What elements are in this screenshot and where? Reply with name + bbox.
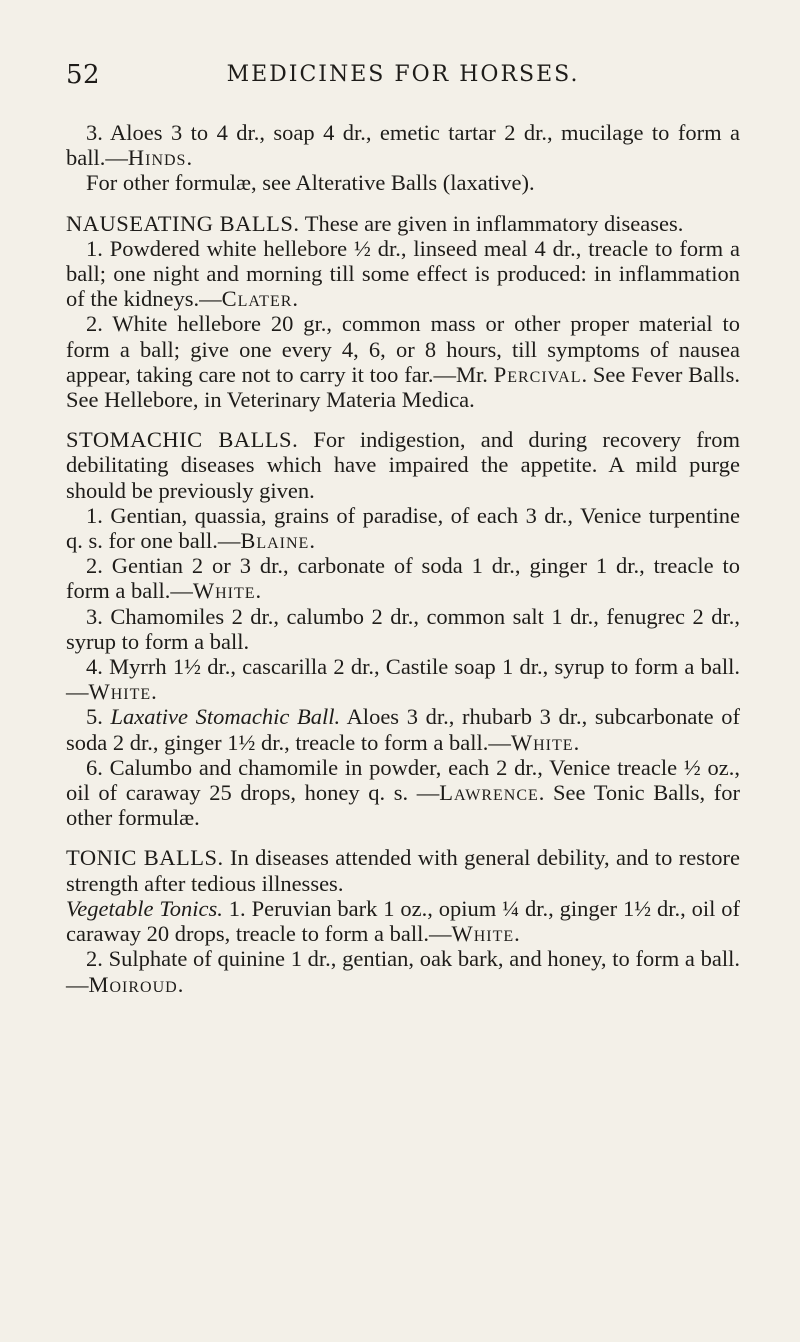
author-attribution: White: [88, 679, 152, 705]
subsection-title: Vegetable Tonics.: [66, 895, 223, 921]
page-body: [66, 120, 740, 997]
list-item: 4. Myrrh 1½ dr., cascarilla 2 dr., Castile soap 1 dr., syrup to form a ball.—White.: [66, 654, 740, 705]
list-item: 1. Powdered white hellebore ½ dr., linseed meal 4 dr., treacle to form a ball; one night and morning till some effect is produced: in inflammation of the kidneys.—Clater.: [66, 235, 740, 312]
section-tonic-balls: TONIC BALLS. In diseases attended with general debility, and to restore strength after tedious illnesses.: [66, 845, 741, 896]
paragraph-other-formulae: For other formulæ, see Alterative Balls (laxative).: [86, 170, 535, 196]
author-attribution: Moiroud: [88, 971, 178, 997]
author-attribution: Hinds: [127, 145, 187, 171]
section-heading: STOMACHIC BALLS.: [66, 427, 299, 453]
paragraph-aloes: 3. Aloes 3 to 4 dr., soap 4 dr., emetic tartar 2 dr., mucilage to form a ball.—Hinds.: [66, 120, 740, 171]
page-number: 52: [66, 60, 101, 90]
author-attribution: Percival: [493, 361, 582, 387]
section-heading: NAUSEATING BALLS.: [66, 210, 300, 236]
list-item: 6. Calumbo and chamomile in powder, each 2 dr., Venice treacle ½ oz., oil of caraway 25 drops, honey q. s. —Lawrence. See Tonic Balls, for other formulæ.: [66, 754, 740, 831]
list-item: 1. Gentian, quassia, grains of paradise, of each 3 dr., Venice turpentine q. s. for one ball.—Blaine.: [66, 502, 740, 554]
list-item: 2. Sulphate of quinine 1 dr., gentian, oak bark, and honey, to form a ball.—Moiroud.: [66, 946, 740, 997]
running-head: MEDICINES FOR HORSES.: [226, 62, 580, 87]
list-item: 2. White hellebore 20 gr., common mass or other proper material to form a ball; give one every 4, 6, or 8 hours, till symptoms of nausea appear, taking care not to carry it too far.—Mr. Percival. See Fever Balls. See Hellebore, in Veterinary Materia Medica.: [66, 311, 740, 413]
section-heading: TONIC BALLS.: [66, 845, 224, 871]
author-attribution: White: [510, 729, 574, 755]
author-attribution: Clater: [221, 286, 293, 312]
author-attribution: White: [192, 578, 256, 604]
author-attribution: Lawrence: [439, 780, 539, 806]
section-stomachic-balls: STOMACHIC BALLS. For indigestion, and during recovery from debilitating diseases which have impaired the appetite. A mild purge should be previously given.: [66, 427, 740, 503]
page-header: [66, 60, 740, 96]
list-item: 5. Laxative Stomachic Ball. Aloes 3 dr., rhubarb 3 dr., subcarbonate of soda 2 dr., ginger 1½ dr., treacle to form a ball.—White.: [66, 704, 741, 755]
author-attribution: Blaine: [240, 528, 310, 554]
item-title: Laxative Stomachic Ball.: [110, 704, 341, 730]
list-item: 3. Chamomiles 2 dr., calumbo 2 dr., common salt 1 dr., fenugrec 2 dr., syrup to form a ball.: [66, 603, 740, 654]
list-item: Vegetable Tonics. 1. Peruvian bark 1 oz., opium ¼ dr., ginger 1½ dr., oil of caraway 20 drops, treacle to form a ball.—White.: [66, 895, 740, 947]
list-item: 2. Gentian 2 or 3 dr., carbonate of soda 1 dr., ginger 1 dr., treacle to form a ball.—White.: [66, 553, 740, 604]
author-attribution: White: [451, 921, 515, 947]
section-nauseating-balls: NAUSEATING BALLS. These are given in inflammatory diseases.: [66, 210, 684, 236]
